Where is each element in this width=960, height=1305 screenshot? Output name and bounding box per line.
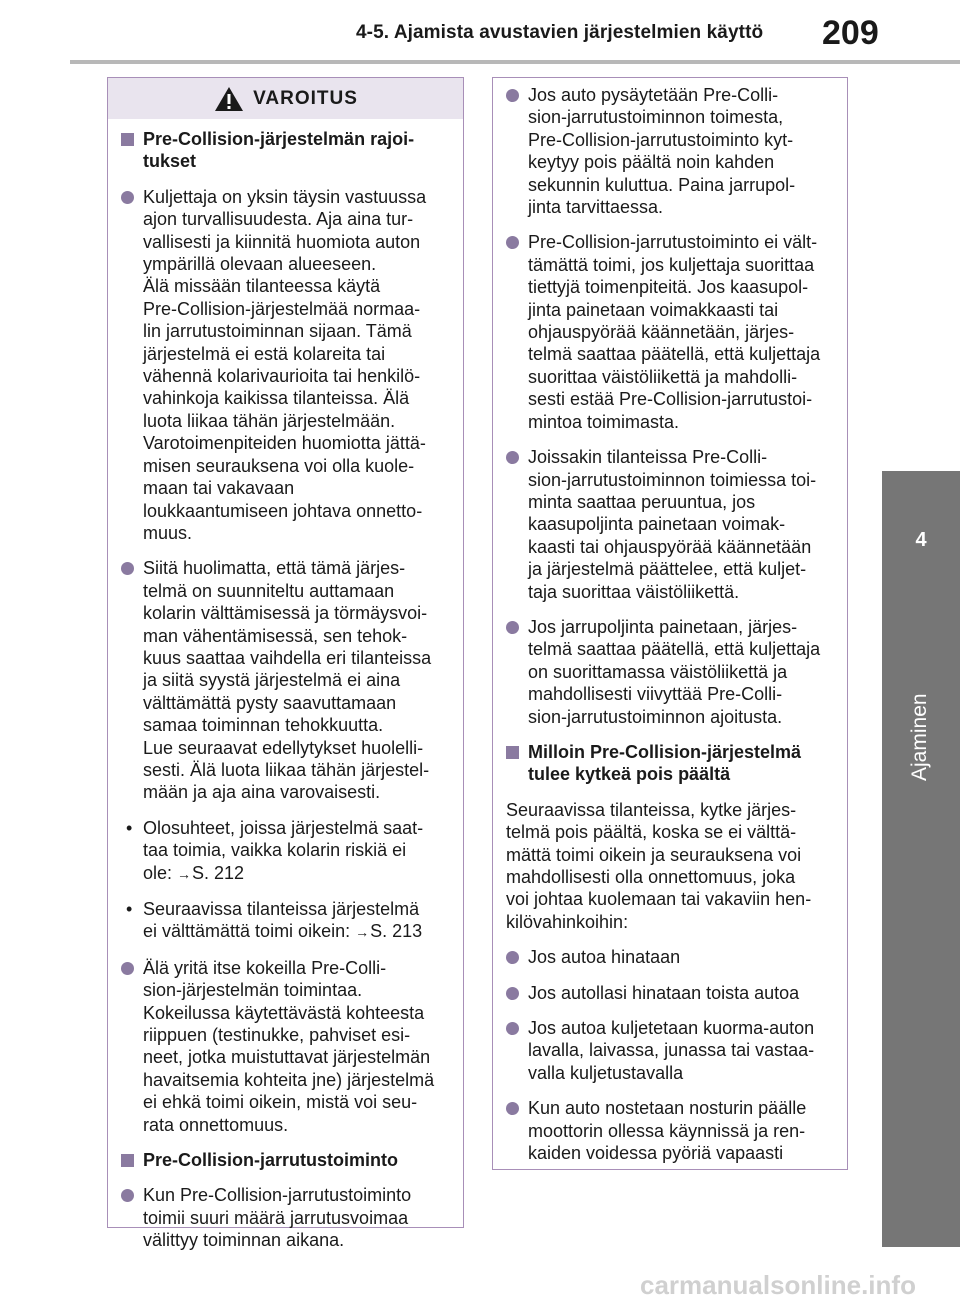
text-line: Milloin Pre-Collision-järjestelmä bbox=[528, 741, 802, 762]
text-line: mään ja aja aina varovaisesti. bbox=[143, 782, 381, 803]
text-line: Jos autollasi hinataan toista autoa bbox=[528, 982, 800, 1003]
text-line: tiettyjä toimenpiteitä. Jos kaasupol- bbox=[528, 277, 809, 298]
text-line: on suorittamassa väistöliikettä ja bbox=[528, 661, 788, 682]
text-line: minta saattaa peruuntua, jos bbox=[528, 491, 756, 512]
text-line: sesti estää Pre-Collision-jarrutustoi- bbox=[528, 389, 813, 410]
text-line: telmä on suunniteltu auttamaan bbox=[143, 580, 395, 601]
page-reference-link[interactable]: S. 213 bbox=[370, 921, 423, 942]
text-line: kaasti tai ohjauspyörää käännetään bbox=[528, 536, 812, 557]
section-title: 4-5. Ajamista avustavien järjestelmien käyttö bbox=[356, 22, 764, 43]
bullet-paragraph bbox=[506, 1017, 839, 1084]
text-line: kaiden voidessa pyöriä vapaasti bbox=[528, 1143, 784, 1164]
bullet-paragraph bbox=[506, 946, 839, 968]
page-number: 209 bbox=[822, 14, 879, 52]
text-line: ja siitä syystä järjestelmä ei aina bbox=[143, 670, 401, 691]
warning-box-left bbox=[107, 77, 464, 1251]
bullet-paragraph bbox=[506, 982, 839, 1004]
text-line: ympärillä olevaan alueeseen. bbox=[143, 254, 377, 275]
text-line: havaitsemia kohteita jne) järjestelmä bbox=[143, 1069, 435, 1090]
page-header bbox=[0, 0, 960, 62]
text-line: valla kuljetustavalla bbox=[528, 1062, 684, 1083]
ref-prefix: ole: bbox=[143, 862, 178, 883]
text-line: jinta tarvittaessa. bbox=[528, 197, 664, 218]
text-line: kaasupoljinta painetaan voimak- bbox=[528, 514, 786, 535]
text-line: tulee kytkeä pois päältä bbox=[528, 764, 731, 785]
text-line: rata onnettomuus. bbox=[143, 1114, 289, 1135]
reference-arrow-icon: → bbox=[177, 865, 192, 882]
bullet-paragraph bbox=[121, 557, 455, 803]
text-line: Älä missään tilanteessa käytä bbox=[143, 276, 381, 297]
text-line: Pre-Collision-jarrutustoiminto ei vält- bbox=[528, 232, 818, 253]
text-line: Jos auto pysäytetään Pre-Colli- bbox=[528, 85, 779, 105]
text-line: mintoa toimimasta. bbox=[528, 411, 680, 432]
text-line: lin jarrutustoiminnan sijaan. Tämä bbox=[143, 321, 412, 342]
warning-box-right bbox=[492, 77, 848, 1170]
intro-paragraph bbox=[506, 799, 839, 933]
text-line: taja suorittaa väistöliikettä. bbox=[528, 581, 740, 602]
sub-bullet bbox=[121, 898, 455, 944]
watermark: carmanualsonline.info bbox=[640, 1270, 916, 1300]
text-line: Pre-Collision-jarrutustoiminto bbox=[143, 1150, 399, 1171]
text-line: mättä toimi oikein ja seurauksena voi bbox=[506, 844, 802, 865]
text-line: Joissakin tilanteissa Pre-Colli- bbox=[528, 447, 768, 468]
text-line: Jos jarrupoljinta painetaan, järjes- bbox=[528, 616, 798, 637]
section-heading bbox=[121, 1149, 455, 1171]
text-line: lavalla, laivassa, junassa tai vastaa- bbox=[528, 1040, 815, 1061]
text-line: keytyy pois päältä noin kahden bbox=[528, 152, 775, 173]
text-line: Pre-Collision-järjestelmän rajoi- bbox=[143, 129, 415, 149]
text-line: riippuen (testinukke, pahviset esi- bbox=[143, 1025, 411, 1046]
page-reference-link[interactable]: S. 212 bbox=[192, 862, 245, 883]
text-line: tämättä toimi, jos kuljettaja suorittaa bbox=[528, 254, 815, 275]
warning-header bbox=[108, 78, 463, 119]
chapter-label: Ajaminen bbox=[908, 693, 931, 781]
text-line: samaa toiminnan tehokkuutta. bbox=[143, 715, 384, 736]
text-line: Älä yritä itse kokeilla Pre-Colli- bbox=[143, 957, 387, 978]
text-line: jinta painetaan voimakkaasti tai bbox=[528, 299, 779, 320]
text-line: Kun auto nostetaan nosturin päälle bbox=[528, 1098, 807, 1119]
text-line: Jos autoa kuljetetaan kuorma-auton bbox=[528, 1018, 815, 1039]
bullet-paragraph bbox=[506, 616, 839, 728]
chapter-number: 4 bbox=[915, 529, 927, 551]
bullet-paragraph bbox=[506, 84, 839, 218]
bullet-paragraph bbox=[506, 1097, 839, 1164]
text-line: voi johtaa kuolemaan tai vakaviin hen- bbox=[506, 889, 812, 910]
section-heading bbox=[506, 741, 839, 786]
text-line: sion-jarrutustoiminnon ajoitusta. bbox=[528, 706, 783, 727]
right-column-content bbox=[506, 84, 839, 1177]
text-line: ja järjestelmä päättelee, että kuljet- bbox=[528, 559, 807, 580]
left-column-content bbox=[121, 128, 455, 1265]
text-line: Jos autoa hinataan bbox=[528, 947, 681, 968]
text-line: luota liikaa tähän järjestelmään. bbox=[143, 410, 396, 431]
text-line: ohjauspyörää käännetään, järjes- bbox=[528, 322, 795, 343]
sub-bullet-text bbox=[143, 817, 455, 862]
section-heading bbox=[121, 128, 455, 173]
text-line: sion-jarrutustoiminnon toimiessa toi- bbox=[528, 469, 817, 490]
text-line: toimii suuri määrä jarrutusvoimaa bbox=[143, 1207, 409, 1228]
text-line: mahdollisesti olla onnettomuus, joka bbox=[506, 867, 796, 887]
text-line: maan tai vakavaan bbox=[143, 478, 295, 499]
text-line: neet, jotka muistuttavat järjestelmän bbox=[143, 1047, 431, 1068]
warning-title: VAROITUS bbox=[253, 87, 358, 109]
text-line: sion-järjestelmän toimintaa. bbox=[143, 980, 363, 1001]
text-line: Lue seuraavat edellytykset huolelli- bbox=[143, 737, 424, 758]
text-line: telmä pois päältä, koska se ei välttä- bbox=[506, 822, 797, 843]
text-line: muus. bbox=[143, 522, 193, 543]
text-line: välttämättä pysty saavuttamaan bbox=[143, 692, 397, 713]
bullet-paragraph bbox=[506, 446, 839, 603]
text-line: Pre-Collision-jarrutustoiminto kyt- bbox=[528, 129, 794, 150]
text-line: • Olosuhteet, joissa järjestelmä saat- bbox=[143, 817, 424, 838]
text-line: suorittaa väistöliikettä ja mahdolli- bbox=[528, 366, 798, 387]
bullet-paragraph bbox=[121, 957, 455, 1136]
text-line: sekunnin kuluttua. Paina jarrupol- bbox=[528, 174, 796, 195]
text-line: telmä saattaa päätellä, että kuljettaja bbox=[528, 639, 821, 660]
text-line: Kokeilussa käytettävästä kohteesta bbox=[143, 1002, 425, 1023]
text-line: moottorin ollessa käynnissä ja ren- bbox=[528, 1120, 806, 1141]
text-line: järjestelmä ei estä kolareita tai bbox=[143, 343, 386, 364]
text-line: Kuljettaja on yksin täysin vastuussa bbox=[143, 186, 427, 207]
text-line: vähennä kolarivaurioita tai henkilö- bbox=[143, 366, 421, 387]
text-line: kuus saattaa vaihdella eri tilanteissa bbox=[143, 647, 432, 668]
text-line: taa toimia, vaikka kolarin riskiä ei bbox=[143, 840, 407, 861]
text-line: kolarin välttämisessä ja törmäysvoi- bbox=[143, 603, 428, 624]
sub-bullet-ref-line bbox=[143, 862, 455, 885]
text-line: vahinkoja kaikissa tilanteissa. Älä bbox=[143, 388, 410, 409]
text-line: Pre-Collision-järjestelmää normaa- bbox=[143, 298, 421, 319]
text-line: vallisesti ja kiinnitä huomiota auton bbox=[143, 231, 421, 252]
header-divider bbox=[70, 60, 960, 64]
bullet-paragraph bbox=[121, 1184, 455, 1251]
text-line: Siitä huolimatta, että tämä järjes- bbox=[143, 558, 406, 579]
text-line: misen seurauksena voi olla kuole- bbox=[143, 455, 415, 476]
sub-bullet-ref-line bbox=[143, 920, 455, 943]
text-line: man vähentämisessä, sen tehok- bbox=[143, 625, 408, 646]
text-line: ajon turvallisuudesta. Aja aina tur- bbox=[143, 209, 414, 230]
text-line: välittyy toiminnan aikana. bbox=[143, 1230, 345, 1251]
sub-bullet-text bbox=[143, 898, 455, 920]
text-line: sesti. Älä luota liikaa tähän järjestel- bbox=[143, 759, 430, 780]
text-line: mahdollisesti viivyttää Pre-Colli- bbox=[528, 684, 783, 705]
text-line: sion-jarrutustoiminnon toimesta, bbox=[528, 107, 784, 128]
bullet-paragraph bbox=[506, 231, 839, 433]
warning-triangle-icon bbox=[213, 85, 245, 113]
text-line: Varotoimenpiteiden huomiotta jättä- bbox=[143, 433, 426, 454]
text-line: ei ehkä toimi oikein, mistä voi seu- bbox=[143, 1092, 418, 1113]
ref-prefix: ei välttämättä toimi oikein: bbox=[143, 921, 356, 942]
text-line: • Seuraavissa tilanteissa järjestelmä bbox=[143, 899, 420, 919]
text-line: telmä saattaa päätellä, että kuljettaja bbox=[528, 344, 821, 365]
bullet-paragraph bbox=[121, 186, 455, 545]
chapter-tab bbox=[882, 471, 960, 1247]
text-line: loukkaantumiseen johtava onnetto- bbox=[143, 500, 423, 521]
sub-bullet bbox=[121, 817, 455, 885]
text-line: kilövahinkoihin: bbox=[506, 911, 629, 932]
text-line: Seuraavissa tilanteissa, kytke järjes- bbox=[506, 799, 797, 820]
reference-arrow-icon: → bbox=[355, 924, 370, 941]
text-line: Kun Pre-Collision-jarrutustoiminto bbox=[143, 1185, 412, 1206]
text-line: tukset bbox=[143, 151, 197, 172]
